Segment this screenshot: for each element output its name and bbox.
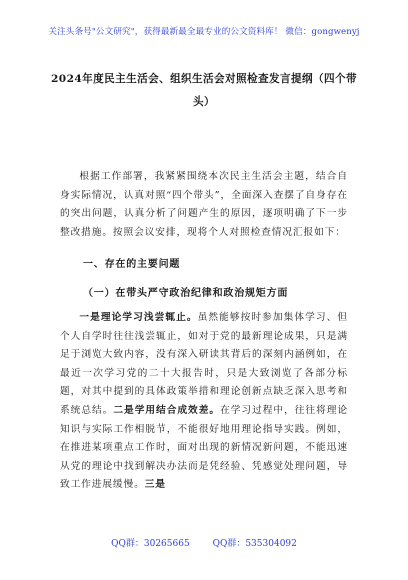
document-title: 2024年度民主生活会、组织生活会对照检查发言提纲（四个带头） — [51, 73, 357, 108]
header-promo-note: 关注头条号"公文研究"，获得最新最全最专业的公文资料库！ 微信：gongwenyj — [48, 27, 360, 37]
section-heading: 一、存在的主要问题 — [83, 259, 181, 270]
point3-lead: 三是 — [144, 479, 166, 491]
point2-lead: 二是学用结合成效差。 — [113, 404, 221, 416]
footer-qq-groups: QQ群：30265665 QQ群：535304092 — [111, 539, 297, 549]
point1-lead: 一是理论学习浅尝辄止。 — [79, 312, 198, 323]
point2-text: 在学习过程中，往往将理论知识与实际工作相脱节，不能很好地用理论指导实践。例如，在推进某项重点工作时，面对出现的新情况新问题，不能迅速从党的理论中找到解决办法而是凭经验、凭感觉处理问题，导致工作进展缓慢。 — [60, 404, 349, 491]
intro-paragraph: 根据工作部署，我紧紧围绕本次民主生活会主题，结合自身实际情况，认真对照“四个带头”，全面深入查摆了自身存在的突出问题，认真分析了问题产生的原因，逐项明确了下一步整改措施。按照会议安排，现将个人对照检查情况汇报如下： — [60, 171, 348, 238]
body-paragraph — [60, 309, 348, 495]
subsection-heading: （一）在带头严守政治纪律和政治规矩方面 — [83, 288, 289, 299]
point1-text: 虽然能够按时参加集体学习、但个人自学时往往浅尝辄止，如对于党的最新理论成果，只是满足于浏览大致内容，没有深入研读其背后的深刻内涵例如，在最近一次学习党的二十大报告时，只是大致浏览了各部分标题，对其中提到的具体政策举措和理论创新点缺乏深入思考和系统总结。 — [60, 312, 348, 416]
